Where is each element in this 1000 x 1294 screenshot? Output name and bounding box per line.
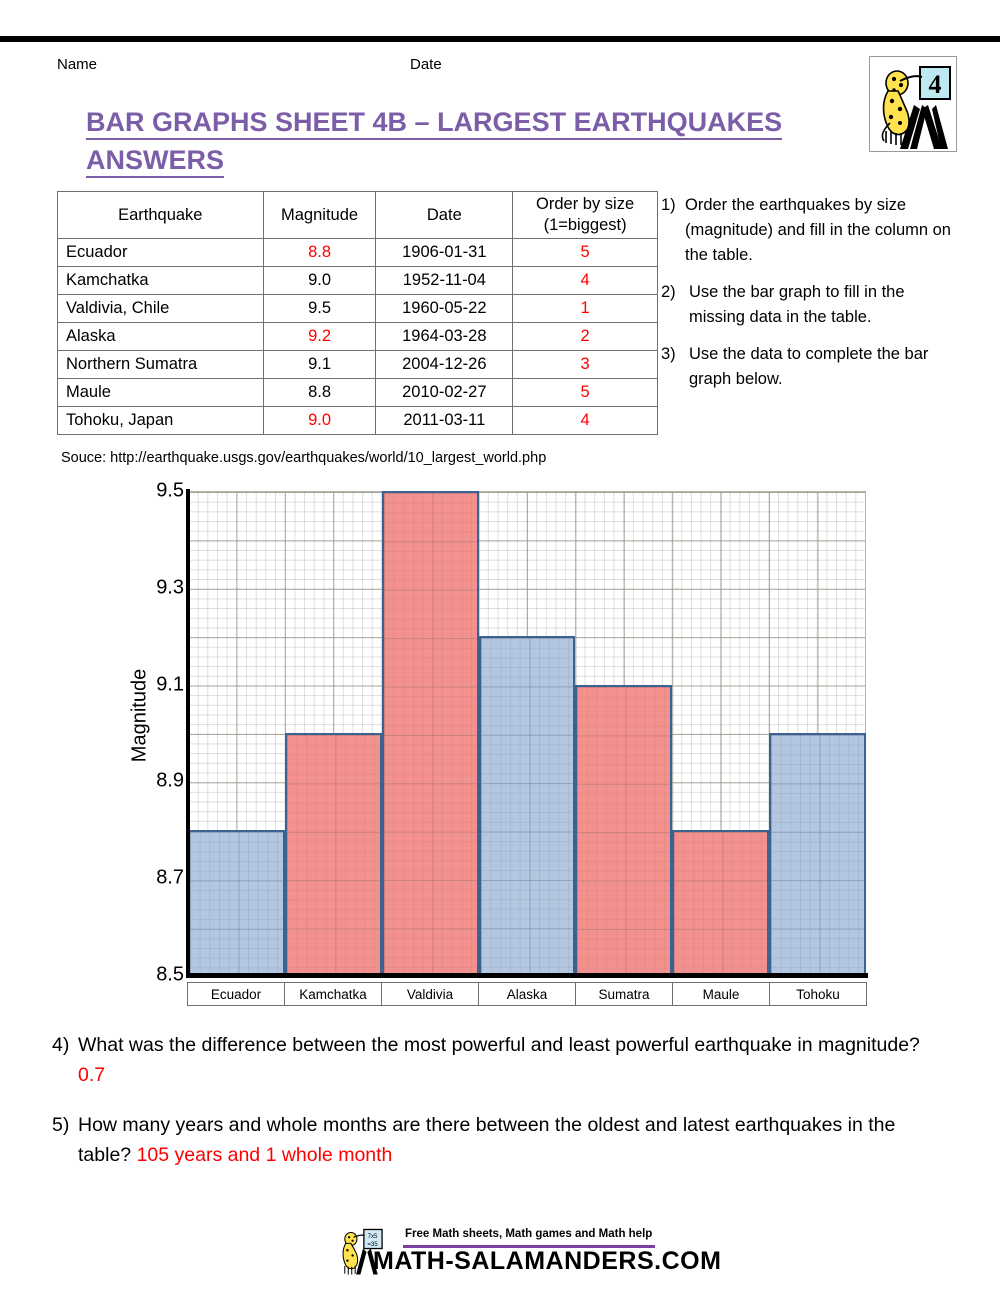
- instruction-number: 3): [661, 345, 676, 363]
- date-label: Date: [410, 56, 442, 73]
- instruction-text: Use the data to complete the bar graph below.: [689, 345, 929, 388]
- page-title-line-1: BAR GRAPHS SHEET 4B – LARGEST EARTHQUAKES: [86, 107, 782, 140]
- footer-brand: MATH-SALAMANDERS.COM: [373, 1247, 722, 1275]
- table-header-row: [58, 192, 658, 239]
- cell-magnitude: 8.8: [263, 379, 376, 407]
- cell-order: 4: [513, 267, 658, 295]
- x-axis-label-cell: Valdivia: [382, 983, 479, 1005]
- bar-tohoku: [769, 733, 866, 975]
- questions-list: [52, 1030, 952, 1190]
- cell-magnitude: 9.2: [263, 323, 376, 351]
- instruction-item: [661, 280, 953, 330]
- y-axis-tick-label: 9.1: [156, 673, 184, 696]
- y-axis-line: [186, 489, 190, 978]
- cell-earthquake: Maule: [58, 379, 264, 407]
- instruction-text: Order the earthquakes by size (magnitude) and fill in the column on the table.: [685, 196, 951, 264]
- column-header-earthquake: Earthquake: [58, 192, 264, 239]
- x-axis-label-cell: Ecuador: [188, 983, 285, 1005]
- question-prompt: What was the difference between the most powerful and least powerful earthquake in magnitude?: [78, 1034, 920, 1056]
- cell-order: 3: [513, 351, 658, 379]
- instruction-item: [661, 342, 953, 392]
- cell-date: 1964-03-28: [376, 323, 513, 351]
- x-axis-label-cell: Tohoku: [770, 983, 866, 1005]
- cell-earthquake: Northern Sumatra: [58, 351, 264, 379]
- cell-order: 4: [513, 407, 658, 435]
- instructions-list: [661, 193, 953, 404]
- cell-order: 5: [513, 239, 658, 267]
- salamander-easel-icon: [870, 57, 957, 152]
- name-date-row: [0, 56, 1000, 84]
- table-row: [58, 267, 658, 295]
- bar-kamchatka: [285, 733, 382, 975]
- question-item: [52, 1030, 952, 1090]
- question-item: [52, 1110, 952, 1170]
- cell-date: 2010-02-27: [376, 379, 513, 407]
- instruction-number: 1): [661, 196, 676, 214]
- cell-date: 2004-12-26: [376, 351, 513, 379]
- cell-order: 5: [513, 379, 658, 407]
- cell-date: 1906-01-31: [376, 239, 513, 267]
- bar-chart: [96, 479, 886, 1012]
- bar-sumatra: [575, 685, 672, 975]
- column-header-magnitude: Magnitude: [263, 192, 376, 239]
- footer-tagline: Free Math sheets, Math games and Math help: [405, 1228, 653, 1240]
- bar-maule: [672, 830, 769, 975]
- instruction-item: [661, 193, 953, 268]
- cell-order: 1: [513, 295, 658, 323]
- x-axis-label-cell: Alaska: [479, 983, 576, 1005]
- cell-order: 2: [513, 323, 658, 351]
- table-row: [58, 351, 658, 379]
- table-row: [58, 379, 658, 407]
- page-footer: [0, 1216, 1000, 1288]
- svg-text:7x5: 7x5: [367, 1234, 378, 1241]
- cell-earthquake: Kamchatka: [58, 267, 264, 295]
- cell-date: 1952-11-04: [376, 267, 513, 295]
- instruction-text: Use the bar graph to fill in the missing data in the table.: [689, 283, 905, 326]
- y-axis-tick-label: 8.9: [156, 769, 184, 792]
- cell-magnitude: 9.0: [263, 407, 376, 435]
- cell-magnitude: 9.5: [263, 295, 376, 323]
- question-number: 5): [52, 1114, 70, 1136]
- worksheet-level-logo: [869, 56, 957, 152]
- y-axis-ticks: [96, 479, 184, 986]
- cell-magnitude: 8.8: [263, 239, 376, 267]
- page-title-line-2: ANSWERS: [86, 145, 224, 178]
- header-divider: [0, 36, 1000, 42]
- y-axis-tick-label: 9.5: [156, 479, 184, 502]
- bar-ecuador: [188, 830, 285, 975]
- table-row: [58, 295, 658, 323]
- question-number: 4): [52, 1034, 70, 1056]
- question-text: [78, 1110, 952, 1170]
- column-header-date: Date: [376, 192, 513, 239]
- x-axis-line: [186, 973, 868, 978]
- name-label: Name: [57, 56, 98, 73]
- cell-earthquake: Alaska: [58, 323, 264, 351]
- order-header-line-1: Order by size: [536, 195, 635, 213]
- earthquake-table: [57, 191, 658, 435]
- svg-text:=35: =35: [367, 1241, 378, 1248]
- y-axis-tick-label: 9.3: [156, 576, 184, 599]
- question-answer: 105 years and 1 whole month: [136, 1144, 393, 1166]
- x-axis-label-cell: Kamchatka: [285, 983, 382, 1005]
- cell-earthquake: Tohoku, Japan: [58, 407, 264, 435]
- cell-date: 1960-05-22: [376, 295, 513, 323]
- cell-earthquake: Ecuador: [58, 239, 264, 267]
- instruction-number: 2): [661, 283, 676, 301]
- question-prompt: How many years and whole months are there between the oldest and latest earthquakes in the table?: [78, 1114, 896, 1166]
- cell-magnitude: 9.0: [263, 267, 376, 295]
- cell-earthquake: Valdivia, Chile: [58, 295, 264, 323]
- question-answer: 0.7: [78, 1064, 106, 1086]
- y-axis-tick-label: 8.5: [156, 963, 184, 986]
- bar-valdivia: [382, 491, 479, 975]
- x-axis-label-cell: Maule: [673, 983, 770, 1005]
- order-header-line-2: (1=biggest): [543, 216, 627, 234]
- x-axis-label-cell: Sumatra: [576, 983, 673, 1005]
- bar-alaska: [479, 636, 576, 975]
- cell-date: 2011-03-11: [376, 407, 513, 435]
- table-row: [58, 323, 658, 351]
- y-axis-tick-label: 8.7: [156, 866, 184, 889]
- table-row: [58, 407, 658, 435]
- cell-magnitude: 9.1: [263, 351, 376, 379]
- page-title: [86, 103, 876, 179]
- column-header-order: [513, 192, 658, 239]
- svg-text:4: 4: [928, 70, 942, 99]
- x-axis-labels: [187, 982, 867, 1006]
- source-citation: Souce: http://earthquake.usgs.gov/earthquakes/world/10_largest_world.php: [61, 450, 547, 466]
- y-axis-label: Magnitude: [128, 668, 151, 763]
- question-text: [78, 1030, 952, 1090]
- table-row: [58, 239, 658, 267]
- plot-area: [188, 491, 866, 975]
